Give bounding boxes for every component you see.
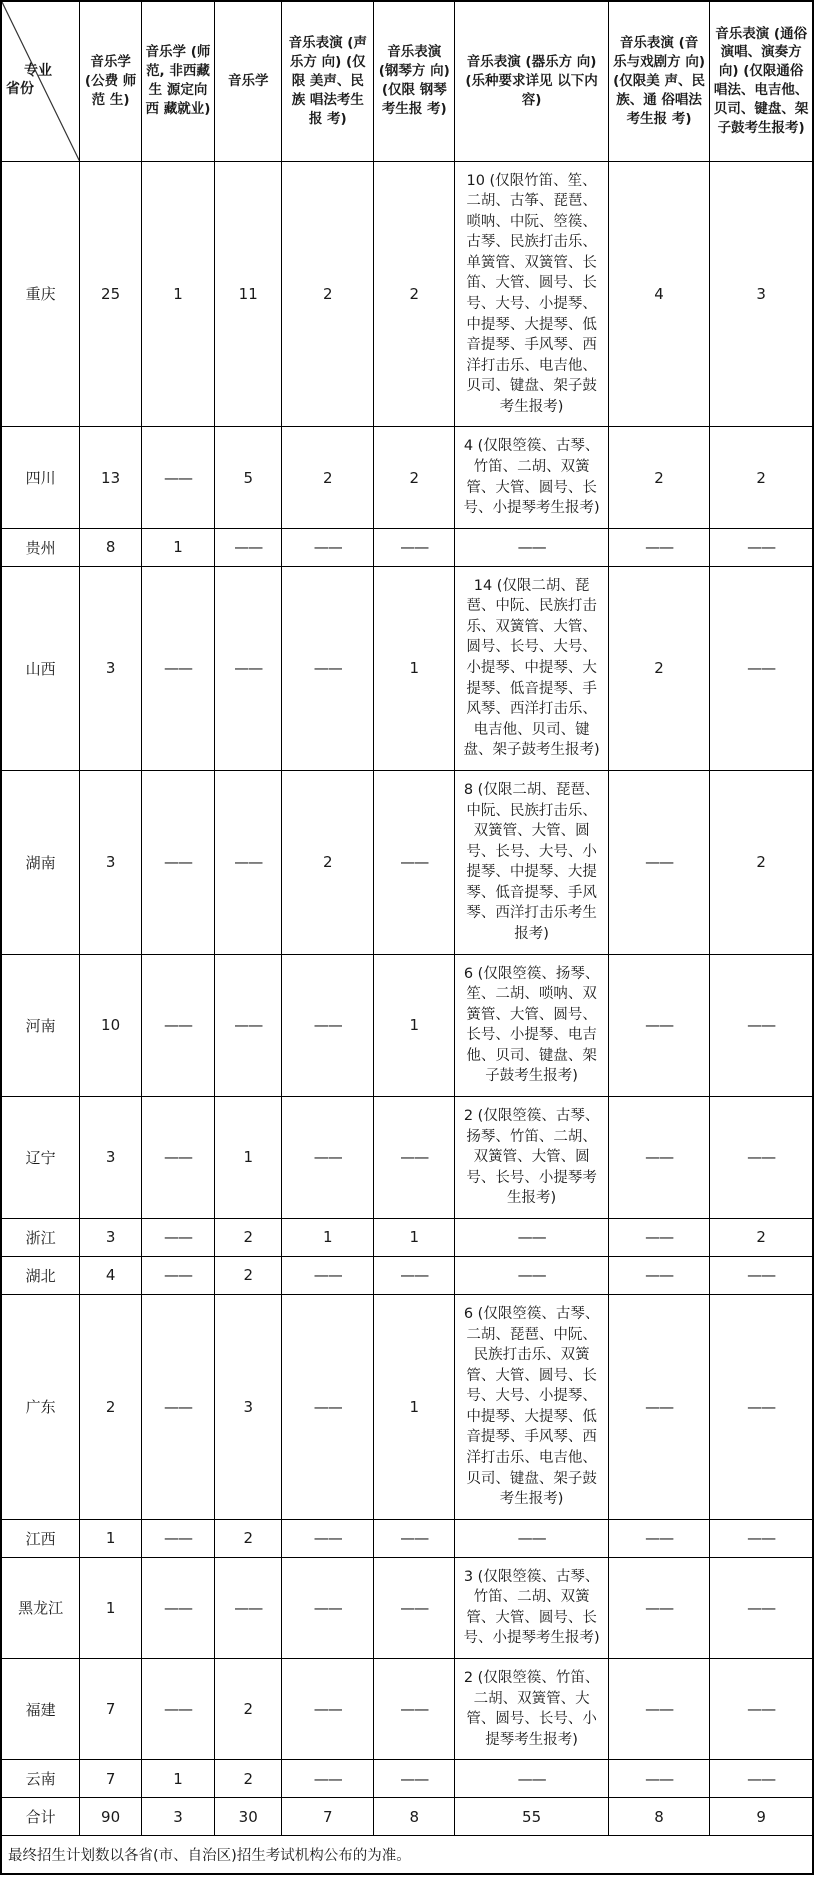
empty-dash: ——	[747, 1598, 776, 1617]
cell-value	[282, 1557, 374, 1658]
cell-value: 6 (仅限箜篌、扬琴、笙、二胡、唢呐、双簧管、大管、圆号、长号、小提琴、电吉他、贝司、键盘、架子鼓考生报考)	[455, 954, 608, 1096]
cell-value: 2	[710, 1218, 813, 1256]
column-header-vocal: 音乐表演 (声乐方 向) (仅限 美声、民族 唱法考生报 考)	[282, 1, 374, 161]
province-label: 云南	[1, 1760, 80, 1798]
empty-dash: ——	[163, 1016, 192, 1035]
cell-value: 7	[80, 1659, 142, 1760]
cell-value	[710, 1256, 813, 1294]
cell-value	[710, 566, 813, 770]
cell-value: 7	[282, 1798, 374, 1836]
cell-value	[374, 1519, 455, 1557]
empty-dash: ——	[234, 659, 263, 678]
cell-value: 2	[215, 1519, 282, 1557]
empty-dash: ——	[313, 1529, 342, 1548]
cell-value: 10	[80, 954, 142, 1096]
table-row	[1, 1659, 813, 1760]
cell-value	[215, 566, 282, 770]
cell-value	[608, 528, 710, 566]
empty-dash: ——	[645, 1016, 674, 1035]
cell-value: 4	[80, 1256, 142, 1294]
cell-value: 2	[282, 161, 374, 427]
cell-value	[608, 1659, 710, 1760]
empty-dash: ——	[400, 1598, 429, 1617]
cell-value: 8	[608, 1798, 710, 1836]
cell-value	[374, 1659, 455, 1760]
table-row	[1, 161, 813, 427]
table-row	[1, 770, 813, 954]
cell-value	[710, 1294, 813, 1519]
cell-value: 8	[80, 528, 142, 566]
cell-value: 30	[215, 1798, 282, 1836]
cell-value	[455, 1519, 608, 1557]
empty-dash: ——	[163, 659, 192, 678]
cell-value	[282, 1256, 374, 1294]
cell-value: 14 (仅限二胡、琵琶、中阮、民族打击乐、双簧管、大管、圆号、长号、大号、小提琴、中提琴、大提琴、低音提琴、手风琴、西洋打击乐、电吉他、贝司、键盘、架子鼓考生报考)	[455, 566, 608, 770]
empty-dash: ——	[163, 1598, 192, 1617]
province-label: 湖北	[1, 1256, 80, 1294]
cell-value: 11	[215, 161, 282, 427]
province-label: 贵州	[1, 528, 80, 566]
cell-value	[608, 1557, 710, 1658]
cell-value: 1	[374, 1218, 455, 1256]
empty-dash: ——	[313, 538, 342, 557]
cell-value	[215, 1557, 282, 1658]
cell-value	[608, 1097, 710, 1219]
empty-dash: ——	[517, 1769, 546, 1788]
province-label: 河南	[1, 954, 80, 1096]
province-label: 辽宁	[1, 1097, 80, 1219]
corner-label-province: 省份	[6, 81, 34, 97]
cell-value	[710, 528, 813, 566]
table-row	[1, 528, 813, 566]
cell-value	[374, 1097, 455, 1219]
cell-value	[282, 1760, 374, 1798]
cell-value	[455, 1218, 608, 1256]
empty-dash: ——	[645, 1228, 674, 1247]
footnote-text: 最终招生计划数以各省(市、自治区)招生考试机构公布的为准。	[1, 1836, 813, 1875]
cell-value: 3 (仅限箜篌、古琴、竹笛、二胡、双簧管、大管、圆号、长号、小提琴考生报考)	[455, 1557, 608, 1658]
cell-value	[215, 954, 282, 1096]
cell-value	[608, 1294, 710, 1519]
cell-value	[374, 528, 455, 566]
cell-value	[282, 1294, 374, 1519]
cell-value: 5	[215, 427, 282, 528]
cell-value: 1	[141, 161, 214, 427]
empty-dash: ——	[313, 659, 342, 678]
cell-value	[710, 1519, 813, 1557]
empty-dash: ——	[313, 1397, 342, 1416]
empty-dash: ——	[400, 538, 429, 557]
cell-value	[608, 954, 710, 1096]
cell-value	[282, 528, 374, 566]
table-row	[1, 566, 813, 770]
cell-value	[374, 770, 455, 954]
cell-value: 2 (仅限箜篌、竹笛、二胡、双簧管、大管、圆号、长号、小提琴考生报考)	[455, 1659, 608, 1760]
cell-value: 4 (仅限箜篌、古琴、竹笛、二胡、双簧管、大管、圆号、长号、小提琴考生报考)	[455, 427, 608, 528]
cell-value: 2	[80, 1294, 142, 1519]
cell-value: 10 (仅限竹笛、笙、二胡、古筝、琵琶、唢呐、中阮、箜篌、古琴、民族打击乐、单簧管、双簧管、长笛、大管、圆号、长号、大号、小提琴、中提琴、大提琴、低音提琴、手风琴、西洋打击乐、电吉他、贝司、键盘、架子鼓考生报考)	[455, 161, 608, 427]
cell-value: 1	[374, 1294, 455, 1519]
cell-value	[141, 427, 214, 528]
cell-value	[141, 770, 214, 954]
empty-dash: ——	[747, 1769, 776, 1788]
province-label: 重庆	[1, 161, 80, 427]
cell-value: 1	[282, 1218, 374, 1256]
cell-value	[608, 1760, 710, 1798]
cell-value: 90	[80, 1798, 142, 1836]
empty-dash: ——	[747, 1266, 776, 1285]
cell-value: 2	[374, 161, 455, 427]
empty-dash: ——	[400, 853, 429, 872]
cell-value: 3	[710, 161, 813, 427]
empty-dash: ——	[645, 1769, 674, 1788]
cell-value	[710, 1659, 813, 1760]
table-row	[1, 1519, 813, 1557]
cell-value	[215, 770, 282, 954]
empty-dash: ——	[234, 1598, 263, 1617]
cell-value	[141, 1659, 214, 1760]
empty-dash: ——	[747, 1700, 776, 1719]
empty-dash: ——	[163, 1148, 192, 1167]
cell-value	[710, 954, 813, 1096]
empty-dash: ——	[747, 1529, 776, 1548]
cell-value: 55	[455, 1798, 608, 1836]
table-row	[1, 1218, 813, 1256]
province-label: 江西	[1, 1519, 80, 1557]
cell-value: 1	[80, 1557, 142, 1658]
empty-dash: ——	[747, 538, 776, 557]
empty-dash: ——	[163, 468, 192, 487]
empty-dash: ——	[747, 659, 776, 678]
empty-dash: ——	[645, 1266, 674, 1285]
cell-value: 2	[282, 770, 374, 954]
table-row	[1, 1294, 813, 1519]
empty-dash: ——	[747, 1016, 776, 1035]
corner-header-cell	[1, 1, 80, 161]
empty-dash: ——	[234, 538, 263, 557]
total-row	[1, 1798, 813, 1836]
cell-value: 2	[608, 566, 710, 770]
cell-value	[608, 770, 710, 954]
cell-value: 8	[374, 1798, 455, 1836]
empty-dash: ——	[517, 538, 546, 557]
table-row	[1, 1256, 813, 1294]
cell-value: 2	[215, 1659, 282, 1760]
corner-label-major: 专业	[24, 63, 52, 79]
empty-dash: ——	[645, 1529, 674, 1548]
empty-dash: ——	[645, 1148, 674, 1167]
cell-value: 1	[141, 1760, 214, 1798]
cell-value	[374, 1256, 455, 1294]
cell-value: 6 (仅限箜篌、古琴、二胡、琵琶、中阮、民族打击乐、双簧管、大管、圆号、长号、大号、小提琴、中提琴、大提琴、低音提琴、手风琴、西洋打击乐、电吉他、贝司、键盘、架子鼓考生报考)	[455, 1294, 608, 1519]
table-row	[1, 954, 813, 1096]
empty-dash: ——	[163, 1397, 192, 1416]
empty-dash: ——	[163, 1266, 192, 1285]
cell-value: 2	[608, 427, 710, 528]
cell-value: 3	[215, 1294, 282, 1519]
province-label: 黑龙江	[1, 1557, 80, 1658]
empty-dash: ——	[163, 1700, 192, 1719]
cell-value	[282, 1097, 374, 1219]
cell-value: 2	[710, 770, 813, 954]
cell-value	[141, 954, 214, 1096]
cell-value: 2	[374, 427, 455, 528]
cell-value: 3	[80, 1097, 142, 1219]
cell-value	[374, 1760, 455, 1798]
empty-dash: ——	[234, 1016, 263, 1035]
empty-dash: ——	[313, 1266, 342, 1285]
cell-value: 2	[710, 427, 813, 528]
empty-dash: ——	[163, 1228, 192, 1247]
cell-value	[710, 1557, 813, 1658]
cell-value: 3	[80, 1218, 142, 1256]
empty-dash: ——	[234, 853, 263, 872]
empty-dash: ——	[313, 1148, 342, 1167]
cell-value	[141, 1218, 214, 1256]
cell-value	[141, 1256, 214, 1294]
column-header-musicology-tibet: 音乐学 (师范, 非西藏生 源定向西 藏就业)	[141, 1, 214, 161]
empty-dash: ——	[313, 1016, 342, 1035]
cell-value: 8 (仅限二胡、琵琶、中阮、民族打击乐、双簧管、大管、圆号、长号、大号、小提琴、中提琴、大提琴、低音提琴、手风琴、西洋打击乐考生报考)	[455, 770, 608, 954]
empty-dash: ——	[163, 853, 192, 872]
cell-value: 7	[80, 1760, 142, 1798]
province-label: 四川	[1, 427, 80, 528]
empty-dash: ——	[645, 1598, 674, 1617]
cell-value	[608, 1218, 710, 1256]
province-label: 合计	[1, 1798, 80, 1836]
cell-value	[282, 954, 374, 1096]
cell-value	[141, 1294, 214, 1519]
empty-dash: ——	[645, 538, 674, 557]
empty-dash: ——	[645, 853, 674, 872]
cell-value: 1	[374, 954, 455, 1096]
empty-dash: ——	[517, 1529, 546, 1548]
empty-dash: ——	[517, 1266, 546, 1285]
cell-value: 3	[80, 566, 142, 770]
column-header-musicology-public: 音乐学 (公费 师范 生)	[80, 1, 142, 161]
cell-value	[455, 528, 608, 566]
cell-value: 1	[141, 528, 214, 566]
footnote-row	[1, 1836, 813, 1875]
cell-value	[215, 528, 282, 566]
empty-dash: ——	[163, 1529, 192, 1548]
cell-value	[608, 1519, 710, 1557]
cell-value: 2	[215, 1218, 282, 1256]
column-header-musicology: 音乐学	[215, 1, 282, 161]
table-row	[1, 1760, 813, 1798]
cell-value: 25	[80, 161, 142, 427]
province-label: 山西	[1, 566, 80, 770]
province-label: 广东	[1, 1294, 80, 1519]
cell-value	[710, 1097, 813, 1219]
empty-dash: ——	[400, 1266, 429, 1285]
empty-dash: ——	[747, 1148, 776, 1167]
cell-value	[141, 566, 214, 770]
cell-value	[282, 566, 374, 770]
cell-value	[608, 1256, 710, 1294]
cell-value: 2 (仅限箜篌、古琴、扬琴、竹笛、二胡、双簧管、大管、圆号、长号、小提琴考生报考)	[455, 1097, 608, 1219]
empty-dash: ——	[313, 1700, 342, 1719]
empty-dash: ——	[645, 1700, 674, 1719]
province-label: 福建	[1, 1659, 80, 1760]
empty-dash: ——	[313, 1769, 342, 1788]
cell-value: 9	[710, 1798, 813, 1836]
cell-value: 13	[80, 427, 142, 528]
cell-value: 3	[80, 770, 142, 954]
cell-value	[455, 1760, 608, 1798]
empty-dash: ——	[645, 1397, 674, 1416]
cell-value: 2	[215, 1256, 282, 1294]
cell-value	[282, 1659, 374, 1760]
column-header-instrumental: 音乐表演 (器乐方 向) (乐种要求详见 以下内容)	[455, 1, 608, 161]
table-row	[1, 1557, 813, 1658]
table-row	[1, 1097, 813, 1219]
cell-value: 2	[215, 1760, 282, 1798]
table-row	[1, 427, 813, 528]
cell-value	[141, 1097, 214, 1219]
empty-dash: ——	[400, 1700, 429, 1719]
table-footer	[1, 1836, 813, 1875]
table-body	[1, 161, 813, 1836]
cell-value	[282, 1519, 374, 1557]
cell-value	[141, 1519, 214, 1557]
cell-value: 4	[608, 161, 710, 427]
cell-value	[141, 1557, 214, 1658]
cell-value: 2	[282, 427, 374, 528]
empty-dash: ——	[313, 1598, 342, 1617]
column-header-piano: 音乐表演 (钢琴方 向) (仅限 钢琴考生报 考)	[374, 1, 455, 161]
cell-value: 1	[80, 1519, 142, 1557]
cell-value: 1	[215, 1097, 282, 1219]
header-row	[1, 1, 813, 161]
cell-value: 1	[374, 566, 455, 770]
empty-dash: ——	[400, 1769, 429, 1788]
empty-dash: ——	[400, 1148, 429, 1167]
province-label: 浙江	[1, 1218, 80, 1256]
cell-value	[455, 1256, 608, 1294]
cell-value: 3	[141, 1798, 214, 1836]
cell-value	[374, 1557, 455, 1658]
empty-dash: ——	[747, 1397, 776, 1416]
cell-value	[710, 1760, 813, 1798]
empty-dash: ——	[517, 1228, 546, 1247]
column-header-music-drama: 音乐表演 (音 乐与戏剧方 向) (仅限美 声、民族、通 俗唱法考生报 考)	[608, 1, 710, 161]
empty-dash: ——	[400, 1529, 429, 1548]
table-header	[1, 1, 813, 161]
column-header-pop: 音乐表演 (通俗 演唱、演奏方 向) (仅限通俗 唱法、电吉他、 贝司、键盘、架 子鼓考生报考)	[710, 1, 813, 161]
province-label: 湖南	[1, 770, 80, 954]
